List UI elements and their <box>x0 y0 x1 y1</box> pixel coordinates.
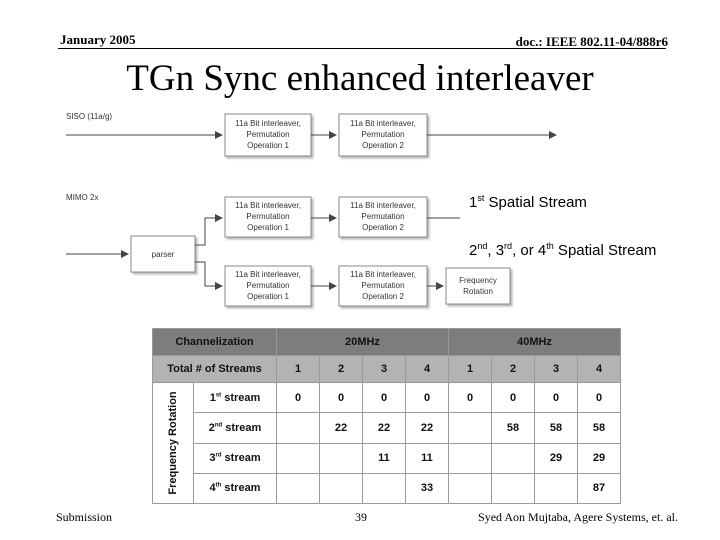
mimo1-op2-box <box>339 197 427 237</box>
table-cell: 58 <box>492 413 535 443</box>
bw40-header: 40MHz <box>449 329 621 356</box>
table-cell: 58 <box>535 413 578 443</box>
siso-op1-line3: Operation 1 <box>247 141 289 150</box>
table-cell <box>492 473 535 503</box>
table-cell: 29 <box>578 443 621 473</box>
table-cell <box>320 473 363 503</box>
bw20-header: 20MHz <box>277 329 449 356</box>
stream-count: 1 <box>449 356 492 383</box>
table-cell: 87 <box>578 473 621 503</box>
table-cell <box>320 443 363 473</box>
table-cell: 0 <box>320 383 363 413</box>
parser-label: parser <box>151 250 175 259</box>
branch-lower-arrow <box>195 262 222 286</box>
row-label: 2nd stream <box>194 413 277 443</box>
table-cell: 33 <box>406 473 449 503</box>
mimo2-op1-line2: Permutation <box>246 281 290 290</box>
table-cell <box>535 473 578 503</box>
table-cell: 22 <box>363 413 406 443</box>
siso-op1-line2: Permutation <box>246 130 290 139</box>
table-cell <box>492 443 535 473</box>
row-label: 1st stream <box>194 383 277 413</box>
table-cell: 0 <box>492 383 535 413</box>
table-cell <box>449 443 492 473</box>
siso-op1-box <box>225 114 311 156</box>
mimo1-op1-line2: Permutation <box>246 212 290 221</box>
table-header-streams <box>153 356 621 383</box>
stream-count: 2 <box>320 356 363 383</box>
stream2-label: 2nd, 3rd, or 4th Spatial Stream <box>469 241 657 259</box>
table-cell: 58 <box>578 413 621 443</box>
stream1-label: 1st Spatial Stream <box>469 193 587 211</box>
stream-count: 1 <box>277 356 320 383</box>
stream-count: 2 <box>492 356 535 383</box>
row-label: 4th stream <box>194 473 277 503</box>
mimo2-op1-line3: Operation 1 <box>247 292 289 301</box>
table-cell <box>449 413 492 443</box>
table-row <box>153 413 621 443</box>
freq-rot-line2: Rotation <box>463 287 493 296</box>
frequency-rotation-table <box>152 328 621 504</box>
stream-count: 4 <box>406 356 449 383</box>
total-streams-header: Total # of Streams <box>153 356 277 383</box>
mimo1-op2-line2: Permutation <box>361 212 405 221</box>
siso-label: SISO (11a/g) <box>66 112 113 121</box>
mimo1-op1-line3: Operation 1 <box>247 223 289 232</box>
table-cell: 22 <box>320 413 363 443</box>
siso-op2-line2: Permutation <box>361 130 405 139</box>
table-cell: 29 <box>535 443 578 473</box>
table-row <box>153 383 621 413</box>
table-cell: 11 <box>363 443 406 473</box>
table-row <box>153 473 621 503</box>
siso-op1-line1: 11a Bit interleaver, <box>235 119 301 128</box>
footer-submission: Submission <box>56 510 113 524</box>
table-cell: 11 <box>406 443 449 473</box>
table-cell <box>277 443 320 473</box>
stream-count: 4 <box>578 356 621 383</box>
table-cell: 0 <box>535 383 578 413</box>
mimo2-op2-line3: Operation 2 <box>362 292 404 301</box>
freq-rot-line1: Frequency <box>459 276 497 285</box>
frequency-rotation-label-cell <box>153 383 194 504</box>
mimo2-op1-box <box>225 266 311 306</box>
frequency-rotation-box <box>446 268 510 304</box>
parser-box <box>131 236 195 272</box>
table-row <box>153 443 621 473</box>
table-cell <box>277 473 320 503</box>
slide-title: TGn Sync enhanced interleaver <box>126 58 594 99</box>
stream-count: 3 <box>535 356 578 383</box>
branch-upper-arrow <box>195 218 222 245</box>
table-cell <box>363 473 406 503</box>
mimo2-op2-line1: 11a Bit interleaver, <box>350 270 416 279</box>
table-header-channelization <box>153 329 621 356</box>
mimo2-op2-line2: Permutation <box>361 281 405 290</box>
table-cell: 0 <box>578 383 621 413</box>
table-cell <box>449 473 492 503</box>
row-label: 3rd stream <box>194 443 277 473</box>
footer-page-number: 39 <box>355 510 367 524</box>
frequency-rotation-label: Frequency Rotation <box>167 391 179 495</box>
mimo-label: MIMO 2x <box>66 193 99 202</box>
channelization-header: Channelization <box>153 329 277 356</box>
siso-op2-line3: Operation 2 <box>362 141 404 150</box>
table-cell: 0 <box>449 383 492 413</box>
table-cell: 0 <box>363 383 406 413</box>
footer-author: Syed Aon Mujtaba, Agere Systems, et. al. <box>478 510 678 524</box>
header-doc-id: doc.: IEEE 802.11-04/888r6 <box>515 34 668 49</box>
mimo1-op2-line3: Operation 2 <box>362 223 404 232</box>
mimo2-op2-box <box>339 266 427 306</box>
table-cell: 22 <box>406 413 449 443</box>
table-cell: 0 <box>277 383 320 413</box>
mimo1-op2-line1: 11a Bit interleaver, <box>350 201 416 210</box>
siso-op2-line1: 11a Bit interleaver, <box>350 119 416 128</box>
table-cell <box>277 413 320 443</box>
mimo1-op1-line1: 11a Bit interleaver, <box>235 201 301 210</box>
mimo2-op1-line1: 11a Bit interleaver, <box>235 270 301 279</box>
siso-op2-box <box>339 114 427 156</box>
mimo1-op1-box <box>225 197 311 237</box>
table-cell: 0 <box>406 383 449 413</box>
header-date: January 2005 <box>60 32 136 47</box>
stream-count: 3 <box>363 356 406 383</box>
